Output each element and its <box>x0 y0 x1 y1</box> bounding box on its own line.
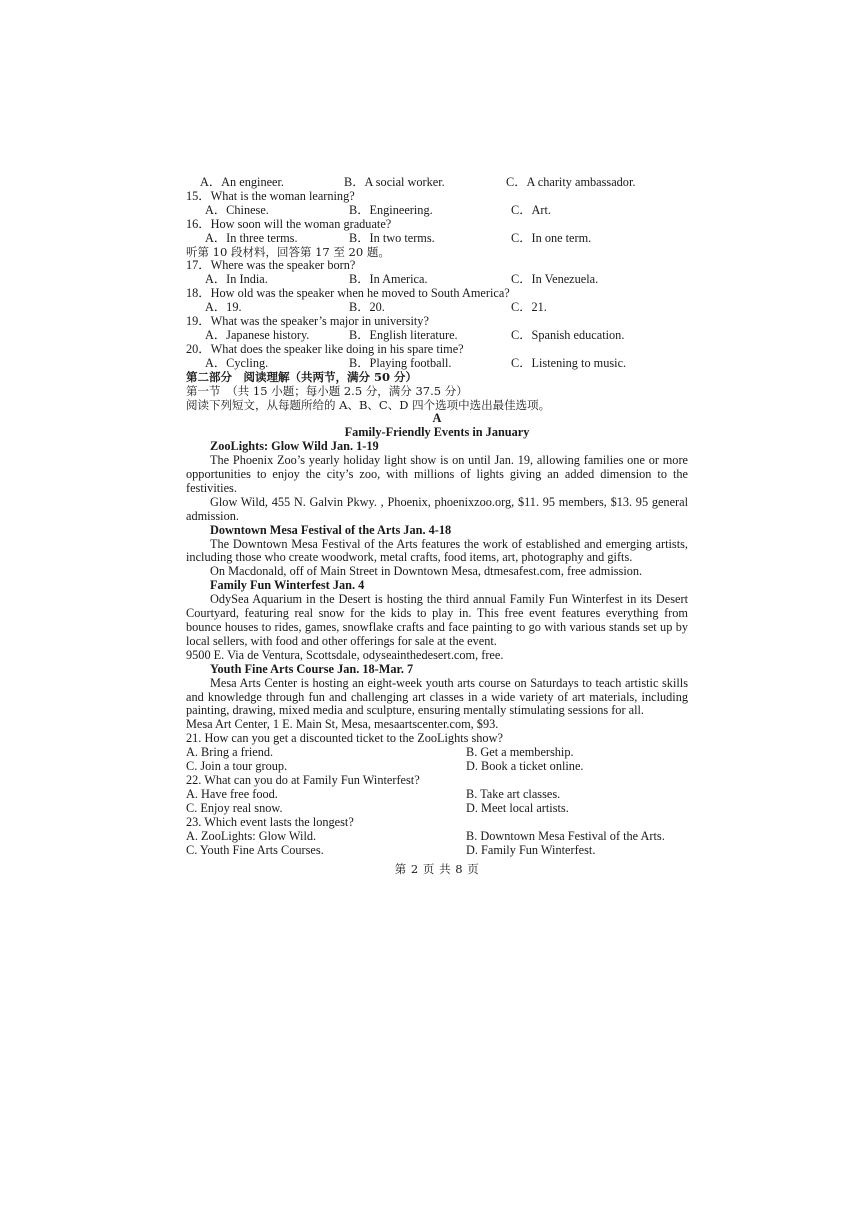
question-23-options-row-1 <box>186 830 688 844</box>
event-description: Mesa Arts Center is hosting an eight-week youth arts course on Saturdays to teach artistic skills and knowledge through fun and challenging art classes in a wide variety of art materials, including painting, drawing, mixed media and sculpture, ensuring mentally stimulating sessions for all. <box>186 675 688 718</box>
option-b: B. Downtown Mesa Festival of the Arts. <box>466 828 665 843</box>
option-c: C．A charity ambassador. <box>506 175 636 189</box>
question-14-options <box>186 176 688 190</box>
option-c: C. Youth Fine Arts Courses. <box>186 842 324 857</box>
event-info: Mesa Art Center, 1 E. Main St, Mesa, mesaartscenter.com, $93. <box>186 717 499 732</box>
option-a: A．Chinese. <box>205 202 269 217</box>
reading-instruction: 阅读下列短文，从每题所给的 A、B、C、D 四个选项中选出最佳选项。 <box>186 397 551 412</box>
option-a: A. ZooLights: Glow Wild. <box>186 828 317 843</box>
option-a: A．Japanese history. <box>205 327 310 342</box>
question-20: 20．What does the speaker like doing in his spare time? <box>186 341 464 356</box>
event-title: Family Fun Winterfest Jan. 4 <box>210 578 365 593</box>
option-a: A．Cycling. <box>205 355 269 370</box>
option-c: C．In Venezuela. <box>511 272 599 287</box>
option-a: A．In three terms. <box>205 230 298 245</box>
option-b: B．A social worker. <box>344 175 445 189</box>
question-16: 16．How soon will the woman graduate? <box>186 216 392 231</box>
event-title: Youth Fine Arts Course Jan. 18-Mar. 7 <box>210 661 414 676</box>
option-a: A. Bring a friend. <box>186 745 274 760</box>
question-17-options <box>186 273 688 287</box>
question-19-options <box>186 329 688 343</box>
question-23-options-row-2 <box>186 844 688 858</box>
option-b: B．English literature. <box>349 327 458 342</box>
option-b: B. Take art classes. <box>466 786 561 801</box>
passage-title: Family-Friendly Events in January <box>344 425 530 440</box>
option-c: C．Art. <box>511 202 551 217</box>
question-17: 17．Where was the speaker born? <box>186 258 356 273</box>
option-d: D. Meet local artists. <box>466 800 569 815</box>
option-b: B．20. <box>349 300 385 315</box>
event-info: On Macdonald, off of Main Street in Downtown Mesa, dtmesafest.com, free admission. <box>210 564 643 579</box>
question-21-options-row-2 <box>186 760 688 774</box>
option-b: B．In America. <box>349 272 428 287</box>
option-c: C. Join a tour group. <box>186 759 288 774</box>
question-15-options <box>186 204 688 218</box>
page-footer: 第 2 页 共 8 页 <box>394 862 480 877</box>
event-description: The Downtown Mesa Festival of the Arts features the work of established and emerging artists, including those who create woodwork, metal crafts, food items, art, photography and gifts. <box>186 536 688 565</box>
listening-instruction: 听第 10 段材料，回答第 17 至 20 题。 <box>186 244 390 259</box>
question-21-options-row-1 <box>186 746 688 760</box>
option-a: A．An engineer. <box>200 175 285 189</box>
option-a: A. Have free food. <box>186 786 278 801</box>
event-title: Downtown Mesa Festival of the Arts Jan. 4-18 <box>210 522 452 537</box>
question-22: 22. What can you do at Family Fun Winterfest? <box>186 772 420 787</box>
question-21: 21. How can you get a discounted ticket to the ZooLights show? <box>186 731 503 746</box>
event-description: The Phoenix Zoo’s yearly holiday light show is on until Jan. 19, allowing families one or more opportunities to enjoy the city’s zoo, with millions of lights giving an added dimension to the festivities. <box>186 453 688 495</box>
question-20-options <box>186 357 688 371</box>
question-15: 15．What is the woman learning? <box>186 188 355 203</box>
option-b: B．In two terms. <box>349 230 435 245</box>
option-a: A．19. <box>205 300 242 315</box>
option-c: C．Listening to music. <box>511 355 627 370</box>
option-c: C．In one term. <box>511 230 592 245</box>
option-d: D. Family Fun Winterfest. <box>466 842 596 857</box>
section-one-heading: 第一节 （共 15 小题；每小题 2.5 分，满分 37.5 分） <box>186 383 468 398</box>
question-19: 19．What was the speaker’s major in university? <box>186 314 429 329</box>
page-content <box>186 176 688 877</box>
option-a: A．In India. <box>205 272 268 287</box>
question-22-options-row-2 <box>186 802 688 816</box>
passage-letter: A <box>432 411 442 426</box>
part-two-title: 第二部分 阅读理解（共两节，满分 50 分） <box>186 369 418 384</box>
option-b: B．Engineering. <box>349 202 433 217</box>
option-b: B. Get a membership. <box>466 745 574 760</box>
question-18-options <box>186 301 688 315</box>
event-title: ZooLights: Glow Wild Jan. 1-19 <box>210 439 379 454</box>
option-c: C．21. <box>511 300 547 315</box>
option-c: C. Enjoy real snow. <box>186 800 283 815</box>
event-description: OdySea Aquarium in the Desert is hosting the third annual Family Fun Winterfest in its Desert Courtyard, featuring real snow for the kids to play in. This free event features everything from bounce houses to rides, games, snowflake crafts and face painting to go with various stands set up by local sellers, with food and other offerings for sale at the event. <box>186 592 688 648</box>
question-22-options-row-1 <box>186 788 688 802</box>
question-16-options <box>186 232 688 246</box>
option-d: D. Book a ticket online. <box>466 759 584 774</box>
option-b: B．Playing football. <box>349 355 452 370</box>
event-info: Glow Wild, 455 N. Galvin Pkwy. , Phoenix, phoenixzoo.org, $11. 95 members, $13. 95 general admission. <box>186 494 688 523</box>
question-23: 23. Which event lasts the longest? <box>186 814 354 829</box>
question-18: 18．How old was the speaker when he moved to South America? <box>186 286 510 301</box>
event-info: 9500 E. Via de Ventura, Scottsdale, odyseainthedesert.com, free. <box>186 647 504 662</box>
option-c: C．Spanish education. <box>511 327 625 342</box>
